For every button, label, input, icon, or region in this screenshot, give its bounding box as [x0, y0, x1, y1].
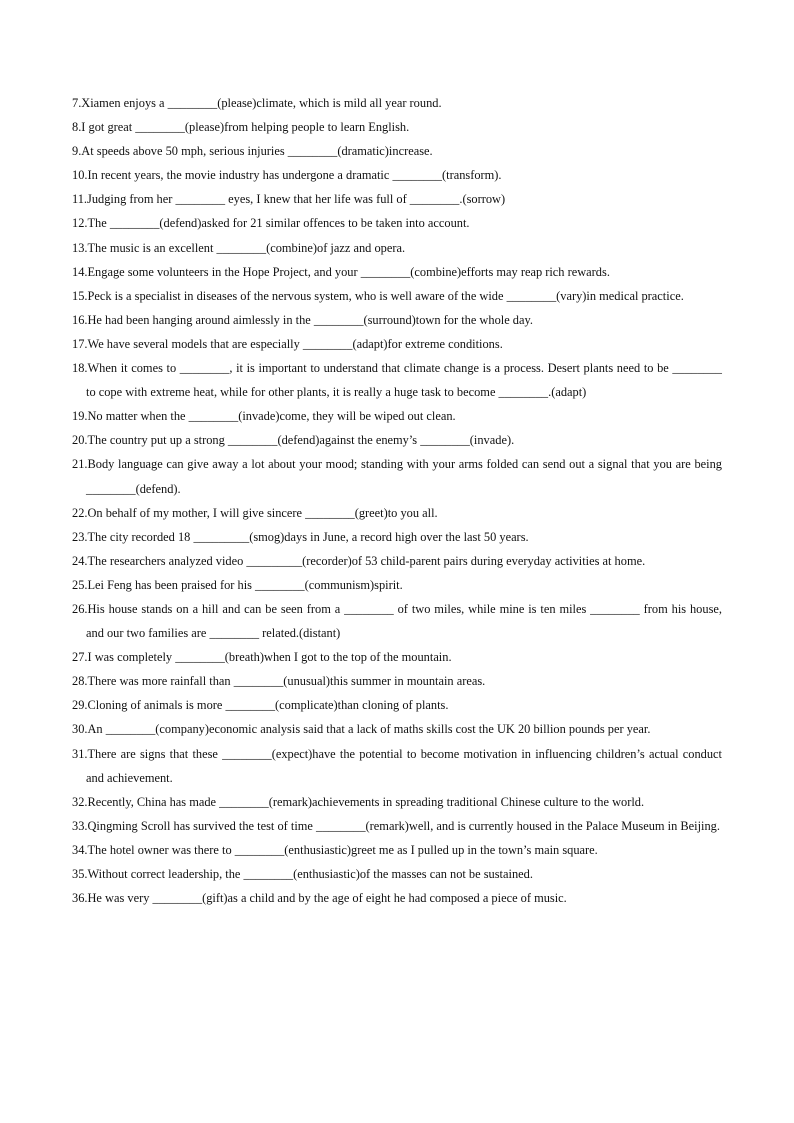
- question-32: 32.Recently, China has made ________(remark)achievements in spreading traditional Chinese culture to the world.: [72, 794, 645, 809]
- question-9: 9.At speeds above 50 mph, serious injuries ________(dramatic)increase.: [72, 144, 433, 159]
- question-13: 13.The music is an excellent ________(combine)of jazz and opera.: [72, 240, 406, 255]
- question-19: 19.No matter when the ________(invade)come, they will be wiped out clean.: [72, 409, 456, 424]
- question-8: 8.I got great ________(please)from helping people to learn English.: [72, 120, 410, 135]
- question-35: 35.Without correct leadership, the ________(enthusiastic)of the masses can not be sustained.: [72, 867, 533, 881]
- question-27: 27.I was completely ________(breath)when I got to the top of the mountain.: [72, 650, 452, 665]
- question-24: 24.The researchers analyzed video _________(recorder)of 53 child-parent pairs during everyday activities at home.: [72, 553, 646, 568]
- question-23: 23.The city recorded 18 _________(smog)days in June, a record high over the last 50 years.: [72, 529, 529, 544]
- question-list: [72, 91, 722, 910]
- question-17: 17.We have several models that are especially ________(adapt)for extreme conditions.: [72, 336, 503, 351]
- question-14: 14.Engage some volunteers in the Hope Project, and your ________(combine)efforts may reap rich rewards.: [72, 264, 610, 279]
- question-31: 31.There are signs that these ________(expect)have the potential to become motivation in influencing children’s actual conduct and achievement.: [72, 746, 722, 785]
- question-22: 22.On behalf of my mother, I will give sincere ________(greet)to you all.: [72, 505, 438, 520]
- question-20: 20.The country put up a strong ________(defend)against the enemy’s ________(invade).: [72, 433, 515, 448]
- question-7: 7.Xiamen enjoys a ________(please)climate, which is mild all year round.: [72, 96, 442, 110]
- question-21: 21.Body language can give away a lot about your mood; standing with your arms folded can send out a signal that you are being ________(defend).: [72, 457, 722, 496]
- question-11: 11.Judging from her ________ eyes, I knew that her life was full of ________.(sorrow): [72, 192, 506, 207]
- question-36: 36.He was very ________(gift)as a child and by the age of eight he had composed a piece of music.: [72, 891, 567, 906]
- question-12: 12.The ________(defend)asked for 21 similar offences to be taken into account.: [72, 216, 470, 231]
- question-18: 18.When it comes to ________, it is important to understand that climate change is a process. Desert plants need to be ________ to cope with extreme heat, while for other plants, it is really a huge task to become ________.(adapt): [72, 361, 722, 400]
- question-15: 15.Peck is a specialist in diseases of the nervous system, who is well aware of the wide ________(vary)in medical practice.: [72, 288, 684, 303]
- question-25: 25.Lei Feng has been praised for his ________(communism)spirit.: [72, 577, 403, 592]
- question-30: 30.An ________(company)economic analysis said that a lack of maths skills cost the UK 20 billion pounds per year.: [72, 722, 651, 737]
- question-16: 16.He had been hanging around aimlessly in the ________(surround)town for the whole day.: [72, 312, 533, 327]
- question-29: 29.Cloning of animals is more ________(complicate)than cloning of plants.: [72, 698, 449, 713]
- question-34: 34.The hotel owner was there to ________(enthusiastic)greet me as I pulled up in the town’s main square.: [72, 842, 598, 857]
- question-10: 10.In recent years, the movie industry has undergone a dramatic ________(transform).: [72, 168, 502, 183]
- question-28: 28.There was more rainfall than ________(unusual)this summer in mountain areas.: [72, 674, 486, 689]
- question-26: 26.His house stands on a hill and can be seen from a ________ of two miles, while mine is ten miles ________ from his house, and our two families are ________ related.(distant): [72, 601, 722, 641]
- question-33: 33.Qingming Scroll has survived the test of time ________(remark)well, and is currently housed in the Palace Museum in Beijing.: [72, 818, 720, 833]
